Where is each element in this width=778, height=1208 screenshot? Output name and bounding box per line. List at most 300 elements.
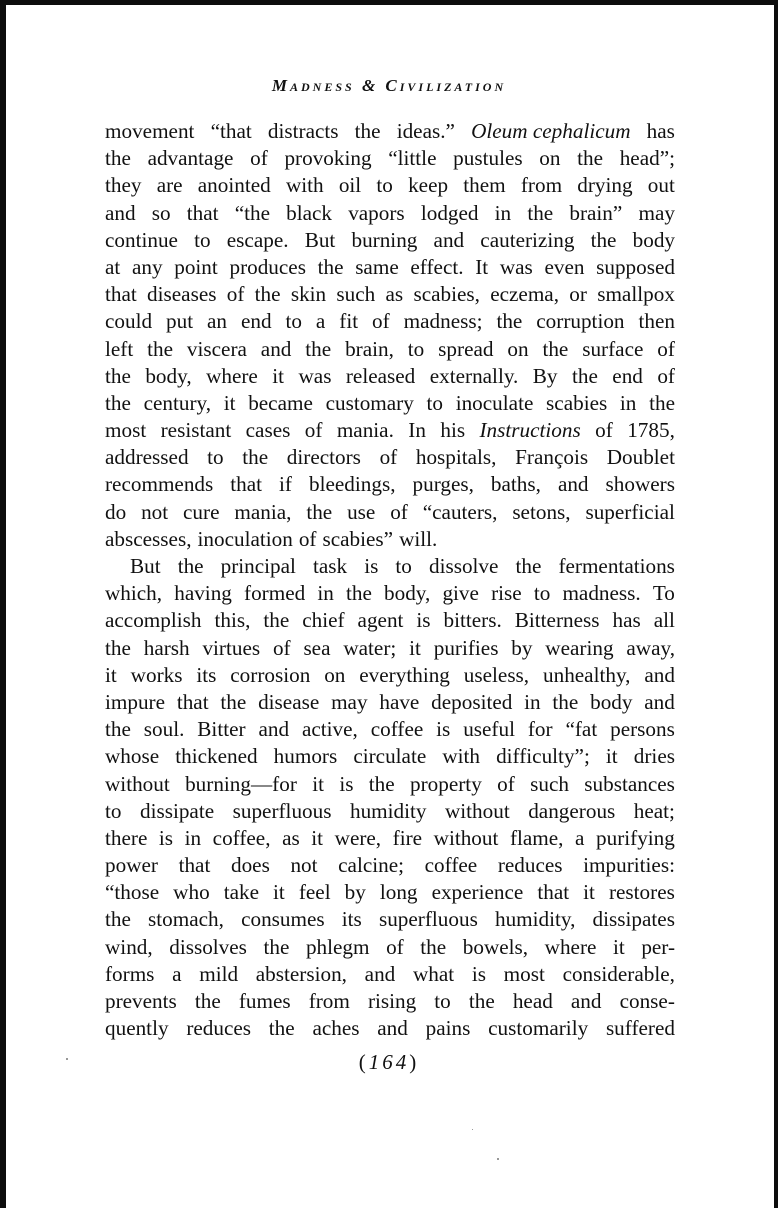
word: conse- [619,989,675,1013]
word: customary [325,390,414,415]
word: surface [582,336,644,361]
word: it [273,880,285,905]
word: burning—for [185,771,297,796]
word: coffee [424,853,478,878]
word: by [511,635,533,660]
text-line [105,662,675,689]
word: drying [577,173,633,198]
word: bowels, [462,934,529,959]
word: as [282,825,300,850]
word: abstersion, [255,961,347,986]
word: may [331,689,368,714]
word: and [364,961,396,986]
word: the [496,309,523,334]
word: agent [357,608,404,633]
word: reduces [497,853,563,878]
word: produces [229,254,306,279]
word: useless, [463,662,530,687]
word: bitters. [443,608,502,633]
word: for [527,717,553,742]
word: the [306,499,333,524]
word: François [515,445,589,470]
word: lodged [420,200,479,225]
text-line [105,689,675,716]
word: wind, [105,934,153,959]
word: if [279,472,292,497]
word: the [542,336,569,361]
word: body, [384,581,431,606]
word: scabies” [322,526,394,551]
word: But [304,227,336,252]
word: unhealthy, [543,662,631,687]
text-line [105,336,675,363]
word: has [646,119,675,143]
word: anointed [197,173,271,198]
word: what [412,961,455,986]
scan-speck [472,1129,473,1130]
word: all [653,608,675,633]
word: which, [105,581,163,606]
word: sea [303,635,331,660]
word: could [105,309,153,334]
text-line [105,825,675,852]
word: madness. [562,581,641,606]
word: the [527,200,554,225]
word: a [575,825,585,850]
word: became [248,390,313,415]
text-line [105,254,675,281]
word: point [174,254,218,279]
word: movement [105,119,195,143]
word: was [499,254,533,279]
word: give [442,581,479,606]
text-line [105,526,675,553]
text-line [105,363,675,390]
text-line [105,499,675,526]
word: even [544,254,585,279]
italic-phrase: Oleum cephalicum [471,119,631,143]
text-line [105,172,675,199]
text-line [105,635,675,662]
text-line [105,771,675,798]
word: continue [105,227,178,252]
word: black [286,200,333,225]
word: rise [491,581,522,606]
word: in [524,689,541,714]
word: distracts [267,119,339,143]
word: burning [351,227,418,252]
word: experience [431,880,524,905]
word: having [174,581,232,606]
text-line [105,145,675,172]
word: the [345,581,372,606]
word: heat; [633,798,675,823]
text-line [105,906,675,933]
page-number: (164) [358,1050,420,1074]
word: feel [298,880,331,905]
word: its [341,907,362,932]
word: corruption [536,309,625,334]
word: and [258,717,290,742]
word: the [105,907,131,932]
word: to [395,554,412,578]
text-line [105,118,675,145]
word: and [433,227,465,252]
word: there [105,825,148,850]
word: of [657,363,675,388]
word: power [105,853,158,878]
word: inoculation [197,526,293,551]
word: bleedings, [309,472,396,497]
word: “that [210,119,252,143]
word: madness; [403,309,483,334]
word: coffee, [212,825,271,850]
word: is [471,961,486,986]
word: from [308,989,350,1013]
word: of [298,526,317,551]
word: the [590,227,617,252]
word: are [156,173,183,198]
word: diseases [147,282,217,307]
text-line [105,743,675,770]
word: in [317,581,334,606]
word: to [434,989,451,1013]
word: hospitals, [415,445,497,470]
word: have [379,689,420,714]
word: its [196,662,217,687]
word: is [339,771,354,796]
word: works [130,662,183,687]
word: fire [392,825,423,850]
word: on [324,662,346,687]
word: active, [301,717,358,742]
word: principal [220,554,296,578]
word: that [105,282,137,307]
word: oil [338,173,362,198]
word: end [240,309,272,334]
word: to [426,390,444,415]
word: the [368,771,395,796]
word: disease [258,689,320,714]
word: century, [143,390,212,415]
word: vapors [348,200,405,225]
text-line [105,798,675,825]
word: fumes [238,989,291,1013]
word: that [186,200,219,225]
word: that [176,689,209,714]
word: humidity, [494,907,576,932]
word: showers [605,472,675,497]
text-line [105,934,675,961]
word: cases [245,418,291,443]
word: the [105,635,131,660]
word: to [207,445,224,470]
word: “those [105,880,160,905]
word: not [141,499,169,524]
text-line [105,471,675,498]
word: the [420,934,447,959]
word: is [158,825,174,850]
word: directors [286,445,361,470]
text-line [105,308,675,335]
word: formed [244,581,306,606]
word: thickened [175,744,258,769]
word: that [178,853,211,878]
word: with [442,744,480,769]
word: were, [334,825,382,850]
word: forms [105,961,155,986]
text-line [105,988,675,1015]
word: eczema, [490,282,560,307]
word: fit [339,309,359,334]
text-line [105,227,675,254]
word: is [364,554,379,578]
word: it [605,744,618,769]
word: it [105,662,117,687]
word: head [512,989,553,1013]
word: “cauters, [422,499,498,524]
word: them [463,173,506,198]
word: ideas.” [396,119,455,143]
word: it [311,825,324,850]
running-head: Madness & Civilization [271,76,507,95]
word: supposed [596,254,675,279]
word: of [390,499,408,524]
word: is [416,608,431,633]
word: mania, [234,499,292,524]
word: baths, [490,472,541,497]
word: reduces [186,1016,252,1041]
word: By [532,363,558,388]
word: body [632,227,675,252]
scan-speck [497,1158,499,1160]
word: the [468,989,495,1013]
word: water; [343,635,397,660]
word: take [223,880,259,905]
word: the [515,554,542,578]
text-line [105,580,675,607]
word: and [570,989,602,1013]
word: the [105,146,131,171]
word: long [379,880,418,905]
word: so [151,200,171,225]
word: such [336,282,376,307]
word: released [345,363,416,388]
word: persons [610,717,675,742]
word: was [298,363,332,388]
word: it [409,635,421,660]
word: Bitterness [514,608,600,633]
word: But [130,554,161,578]
word: To [652,581,675,606]
word: deposited [431,689,513,714]
word: away, [626,635,675,660]
word: it [583,880,595,905]
word: abscesses, [105,526,192,551]
word: Doublet [606,445,675,470]
word: recommends [105,472,214,497]
word: his [440,418,466,443]
word: skin [290,282,327,307]
text-line [105,879,675,906]
word: brain, [345,336,394,361]
word: they [105,173,142,198]
word: of [497,771,515,796]
word: to [376,173,393,198]
word: the [147,336,174,361]
word: task [313,554,348,578]
word: as [385,282,404,307]
word: of [226,282,245,307]
text-line [105,281,675,308]
word: or [569,282,587,307]
word: wearing [545,635,614,660]
word: “little [388,146,437,171]
word: viscera [186,336,247,361]
word: and [377,1016,408,1041]
word: the [305,336,332,361]
word: a [172,961,182,986]
page-number-value: 164 [368,1050,410,1074]
text-line [105,1015,675,1042]
word: a [315,309,326,334]
word: has [612,608,641,633]
word: substances [584,771,675,796]
word: mild [199,961,239,986]
word: whose [105,744,160,769]
word: dissolves [169,934,247,959]
word: harsh [143,635,190,660]
word: setons, [512,499,571,524]
word: the [552,689,579,714]
scan-border-right [774,0,778,1208]
word: to [194,227,211,252]
word: to [285,309,302,334]
word: does [230,853,270,878]
word: will. [399,526,438,551]
word: impure [105,689,166,714]
word: the [242,445,269,470]
word: consumes [241,907,325,932]
word: the [263,608,290,633]
word: inoculate [455,390,534,415]
word: on [507,336,529,361]
word: not [290,853,318,878]
word: it [272,363,285,388]
word: rising [367,989,417,1013]
word: then [638,309,675,334]
text-line [105,961,675,988]
word: the [254,282,281,307]
word: aches [312,1016,360,1041]
word: body [590,689,633,714]
text-line [105,607,675,634]
word: circulate [353,744,427,769]
word: the [354,119,381,143]
word: chief [302,608,345,633]
word: impurities: [583,853,675,878]
word: without [433,825,499,850]
word: from [520,173,563,198]
word: escape. [226,227,289,252]
word: of [595,418,613,443]
word: provoking [284,146,372,171]
word: may [638,200,675,225]
text-line [105,390,675,417]
word: resistant [160,418,232,443]
word: stomach, [148,907,224,932]
word: of [272,635,291,660]
word: humors [273,744,338,769]
word: end [612,363,643,388]
word: dissipate [139,798,215,823]
word: dissipates [592,907,675,932]
word: 1785, [627,418,675,443]
scan-border-top [0,0,778,5]
italic-phrase: Instructions [479,418,581,443]
word: the [105,390,131,415]
word: by [344,880,366,905]
text-line [105,553,675,580]
word: of [657,336,675,361]
word: the [194,989,221,1013]
word: and [644,662,675,687]
word: soul. [143,717,185,742]
word: who [173,880,210,905]
word: purifies [433,635,499,660]
word: the [105,717,131,742]
word: dries [633,744,675,769]
word: everything [359,662,450,687]
word: brain” [569,200,623,225]
text-line [105,417,675,444]
word: head”; [619,146,675,171]
word: this, [214,608,251,633]
word: of [372,309,390,334]
word: the [571,363,598,388]
word: difficulty”; [496,744,590,769]
word: keep [408,173,449,198]
word: quently [105,1016,169,1041]
word: superficial [585,499,675,524]
word: flame, [509,825,564,850]
word: addressed [105,445,189,470]
word: and [557,472,589,497]
word: the [649,390,675,415]
word: considerable, [562,961,675,986]
word: It [475,254,489,279]
word: body, [145,363,192,388]
word: the [263,934,290,959]
scan-speck [66,1058,68,1060]
word: accomplish [105,608,202,633]
word: useful [463,717,515,742]
word: phlegm [305,934,370,959]
word: is [436,717,451,742]
word: the [220,689,247,714]
word: cure [183,499,220,524]
word: purifying [596,825,675,850]
word: externally. [429,363,519,388]
word: smallpox [597,282,675,307]
word: virtues [202,635,261,660]
word: corrosion [230,662,311,687]
word: to [407,336,425,361]
word: that [537,880,570,905]
word: use [347,499,376,524]
word: any [131,254,163,279]
text-line [105,852,675,879]
